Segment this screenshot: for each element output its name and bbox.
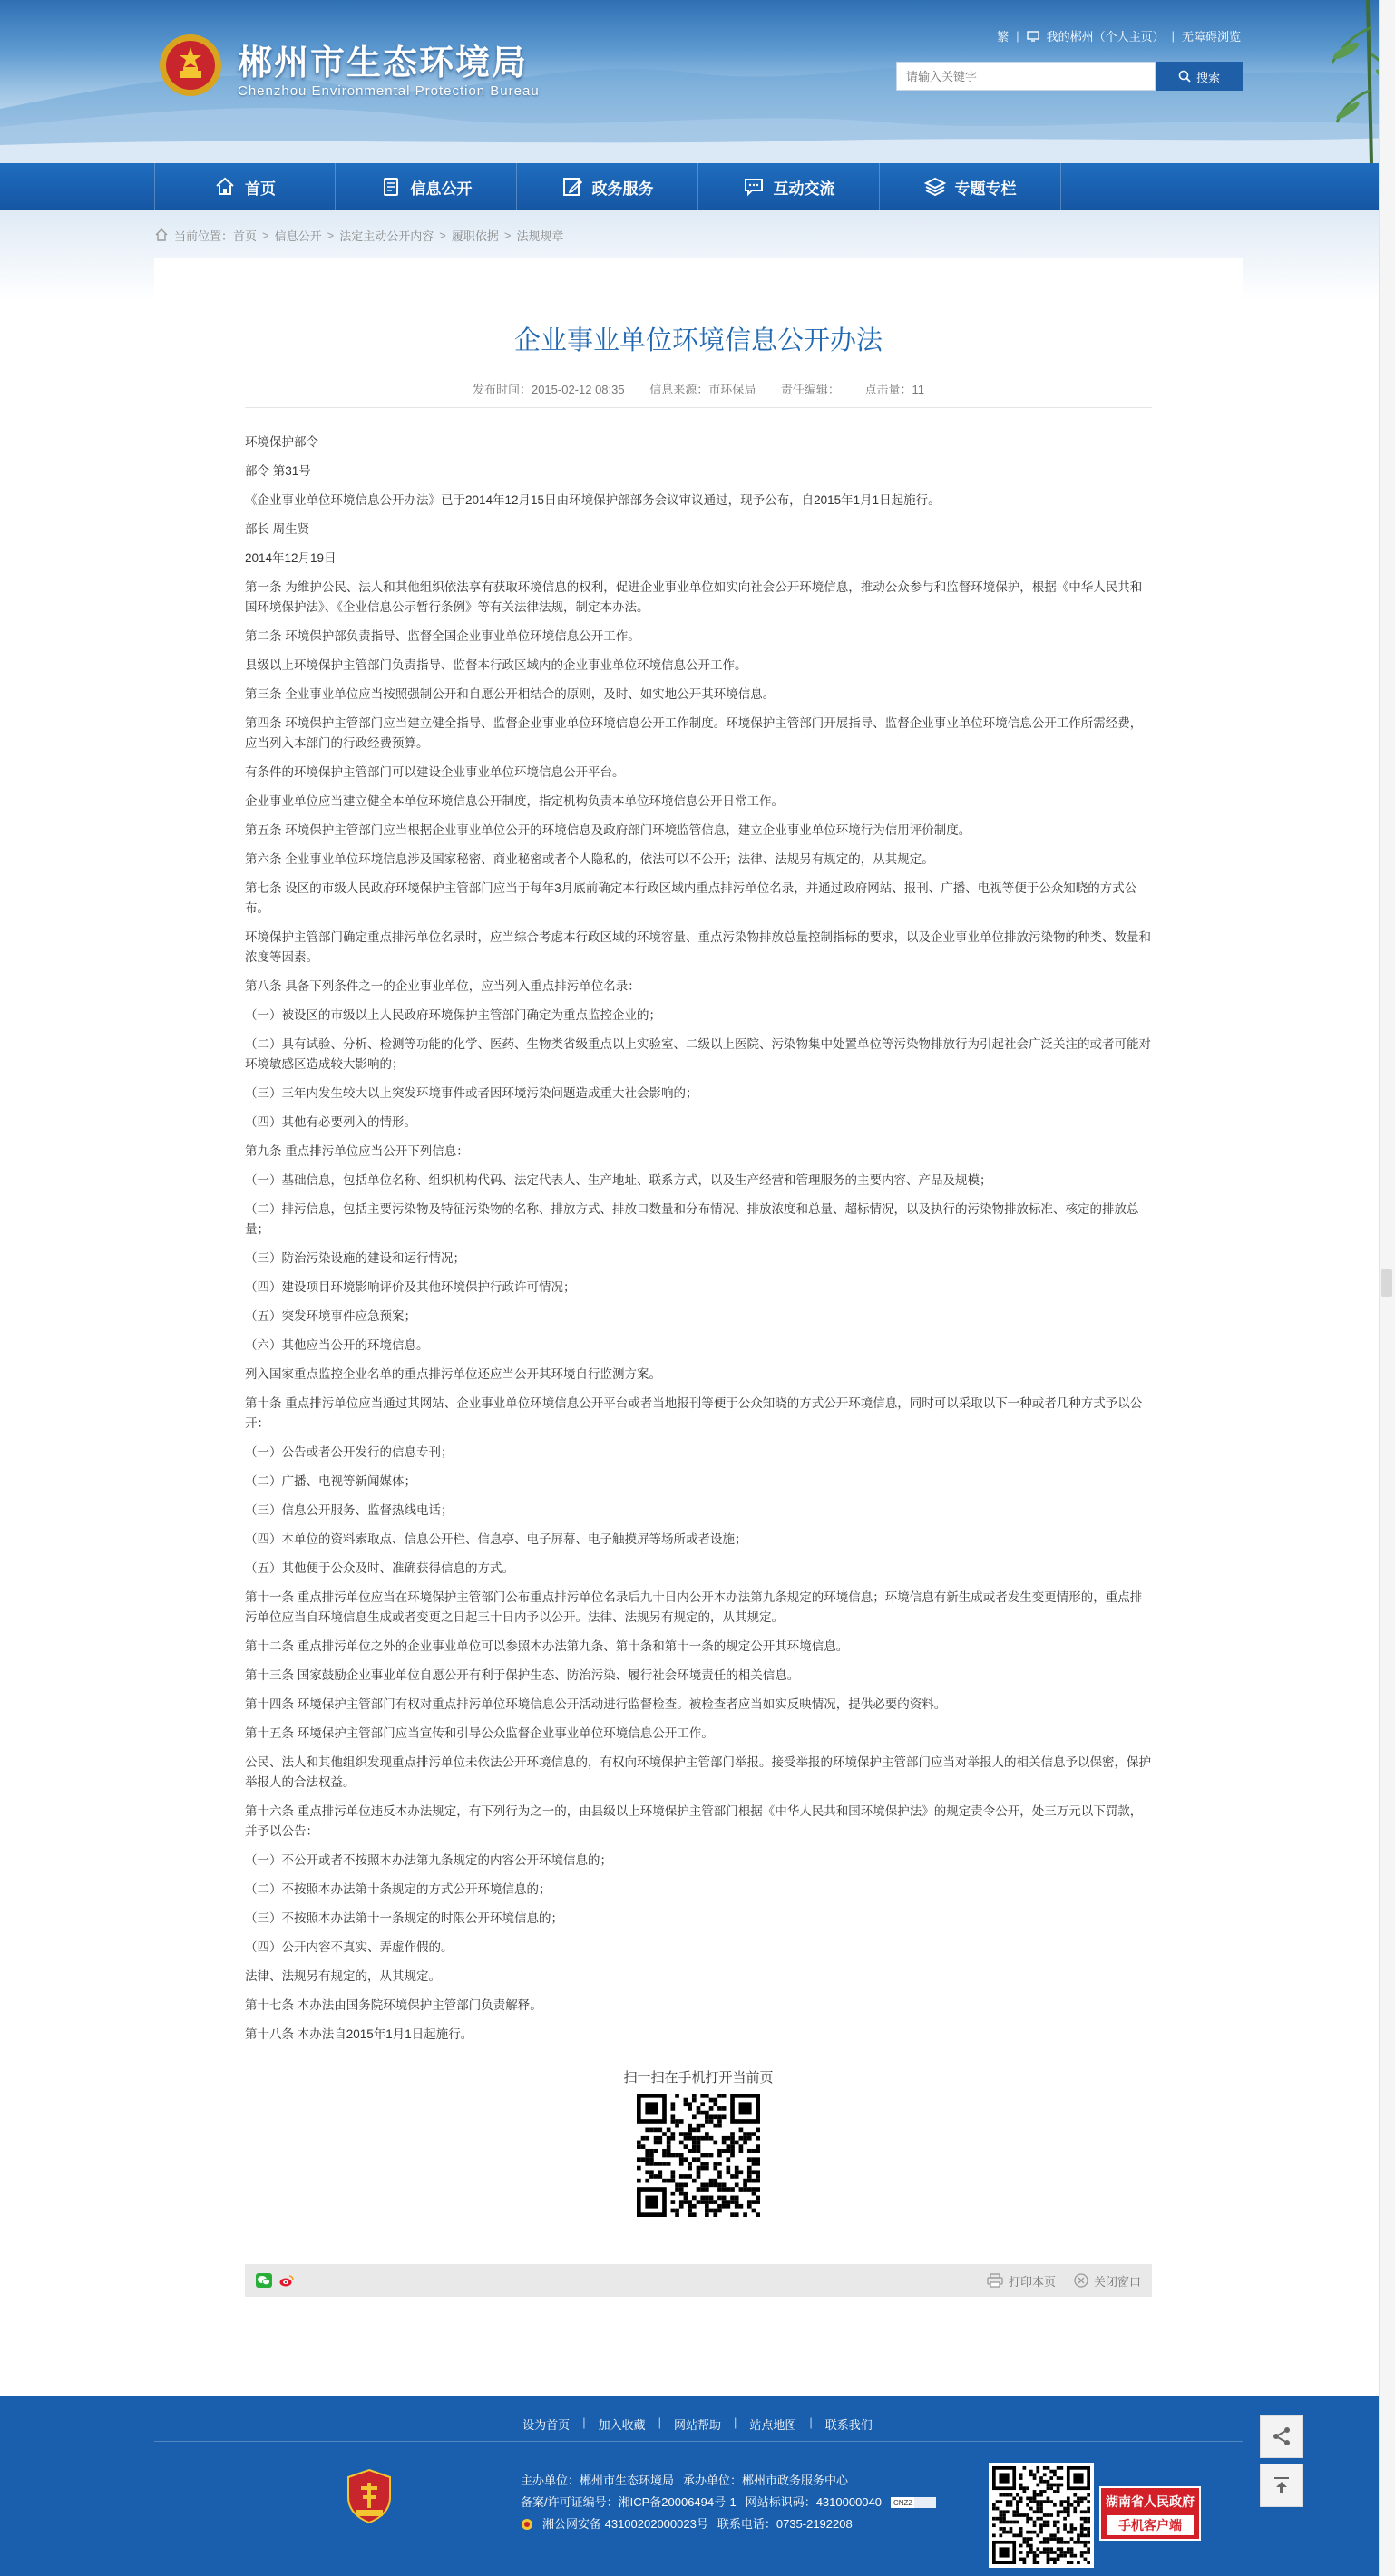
article-paragraph: （四）公开内容不真实、弄虚作假的。 [245, 1940, 454, 1954]
article-paragraph: 2014年12月19日 [245, 551, 337, 565]
printer-icon [987, 2273, 1003, 2288]
nav-item-home[interactable] [154, 163, 336, 210]
article-paragraph: 第八条 具备下列条件之一的企业事业单位，应当列入重点排污单位名录： [245, 979, 640, 993]
breadcrumb-link[interactable]: 法规规章 [516, 228, 564, 243]
article-paragraph: 列入国家重点监控企业名单的重点排污单位还应当公开其环境自行监测方案。 [245, 1367, 661, 1381]
article-paragraph: 《企业事业单位环境信息公开办法》已于2014年12月15日由环境保护部部务会议审议通过，现予公布，自2015年1月1日起施行。 [245, 493, 941, 507]
separator: | [1016, 29, 1019, 43]
article-paragraph: 第六条 企业事业单位环境信息涉及国家秘密、商业秘密或者个人隐私的，依法可以不公开；法律、法规另有规定的，从其规定。 [245, 852, 934, 866]
article-paragraph: （四）本单位的资料索取点、信息公开栏、信息亭、电子屏幕、电子触摸屏等场所或者设施； [245, 1532, 747, 1546]
separator: | [658, 2416, 661, 2429]
breadcrumb-link[interactable]: 信息公开 [274, 228, 322, 243]
badge-subtitle: 手机客户端 [1107, 2515, 1194, 2535]
hit-count: 点击量：11 [864, 383, 925, 396]
article-paragraph: 企业事业单位应当建立健全本单位环境信息公开制度，指定机构负责本单位环境信息公开日常工作。 [245, 794, 784, 808]
accessibility-link[interactable]: 无障碍浏览 [1181, 30, 1241, 44]
scrollbar-thumb[interactable] [1381, 1269, 1392, 1297]
article-paragraph: （四）其他有必要列入的情形。 [245, 1115, 416, 1129]
contact-phone: 联系电话：0735-2192208 [717, 2517, 853, 2531]
close-icon [1074, 2273, 1088, 2288]
article-paragraph: 第十五条 环境保护主管部门应当宣传和引导公众监督企业事业单位环境信息公开工作。 [245, 1726, 714, 1740]
search-input[interactable] [896, 62, 1156, 91]
traditional-chinese-link[interactable]: 繁 [997, 30, 1010, 44]
article-container [154, 258, 1243, 2317]
footer-links [0, 2416, 1395, 2433]
article-paragraph: 第五条 环境保护主管部门应当根据企业事业单位公开的环境信息及政府部门环境监管信息，建立企业事业单位环境行为信用评价制度。 [245, 823, 971, 837]
article-paragraph: 环境保护主管部门确定重点排污单位名录时，应当综合考虑本行政区域的环境容量、重点污染物排放总量控制指标的要求，以及企业事业单位排放污染物的种类、数量和浓度等因素。 [245, 930, 1151, 964]
article-paragraph: （四）建设项目环境影响评价及其他环境保护行政许可情况； [245, 1280, 576, 1294]
article-paragraph: 部令 第31号 [245, 464, 311, 478]
publish-time: 发布时间：2015-02-12 08:35 [472, 383, 625, 396]
article-paragraph: （二）具有试验、分析、检测等功能的化学、医药、生物类省级重点以上实验室、二级以上医院、污染物集中处置单位等污染物排放行为引起社会广泛关注的或者可能对环境敏感区造成较大影响的； [245, 1037, 1151, 1071]
nav-item-special-topics[interactable] [880, 163, 1061, 210]
article-paragraph: （一）基础信息，包括单位名称、组织机构代码、法定代表人、生产地址、联系方式，以及生产经营和管理服务的主要内容、产品及规模； [245, 1173, 992, 1187]
footer-link-add-favorite[interactable]: 加入收藏 [598, 2418, 646, 2432]
article-paragraph: （三）信息公开服务、监督热线电话； [245, 1503, 454, 1517]
info-source: 信息来源：市环保局 [649, 383, 756, 396]
chat-icon [743, 176, 765, 198]
nav-item-gov-services[interactable] [517, 163, 698, 210]
article-paragraph: 第十七条 本办法由国务院环境保护主管部门负责解释。 [245, 1998, 542, 2012]
article-paragraph: 第十六条 重点排污单位违反本办法规定，有下列行为之一的，由县级以上环境保护主管部门根据《中华人民共和国环境保护法》的规定责令公开，处三万元以下罚款，并予以公告： [245, 1804, 1143, 1838]
nav-item-label: 政务服务 [591, 180, 654, 198]
police-record[interactable]: 湘公网安备 43100202000023号 [542, 2517, 708, 2531]
breadcrumb [154, 223, 563, 247]
article-paragraph: （二）不按照本办法第十条规定的方式公开环境信息的； [245, 1882, 551, 1896]
footer-divider [154, 2441, 1243, 2442]
svg-text:CNZZ: CNZZ [893, 2499, 913, 2507]
home-icon [154, 228, 169, 242]
footer-info [521, 2470, 936, 2535]
share-icons [256, 2273, 294, 2288]
article-paragraph: 第十二条 重点排污单位之外的企业事业单位可以参照本办法第九条、第十条和第十一条的规定公开其环境信息。 [245, 1639, 849, 1653]
search-button[interactable] [1156, 62, 1243, 91]
breadcrumb-link[interactable]: 首页 [233, 228, 258, 243]
breadcrumb-link[interactable]: 法定主动公开内容 [339, 228, 434, 243]
article-paragraph: 部长 周生贤 [245, 522, 310, 536]
article-paragraph: 第三条 企业事业单位应当按照强制公开和自愿公开相结合的原则，及时、如实地公开其环境信息。 [245, 687, 776, 701]
breadcrumb-separator: > [439, 228, 446, 242]
article-paragraph: （六）其他应当公开的环境信息。 [245, 1338, 429, 1352]
breadcrumb-separator: > [503, 228, 512, 242]
site-code: 网站标识码：4310000040 [745, 2495, 882, 2509]
police-badge-icon [521, 2518, 533, 2531]
close-label: 关闭窗口 [1093, 2274, 1141, 2289]
qr-caption: 扫一扫在手机打开当前页 [623, 2070, 774, 2085]
nav-item-label: 首页 [245, 180, 276, 198]
article-paragraph: 第一条 为维护公民、法人和其他组织依法享有获取环境信息的权利，促进企业事业单位如实向社会公开环境信息，推动公众参与和监督环境保护，根据《中华人民共和国环境保护法》、《企业信息公示暂行条例》等有关法律法规，制定本办法。 [245, 580, 1143, 614]
article-paragraph: 第十四条 环境保护主管部门有权对重点排污单位环境信息公开活动进行监督检查。被检查者应当如实反映情况，提供必要的资料。 [245, 1697, 947, 1711]
article-paragraph: （一）被设区的市级以上人民政府环境保护主管部门确定为重点监控企业的； [245, 1008, 661, 1022]
nav-item-info-disclosure[interactable] [336, 163, 517, 210]
article-paragraph: 有条件的环境保护主管部门可以建设企业事业单位环境信息公开平台。 [245, 765, 625, 779]
separator: | [734, 2416, 737, 2429]
search-button-label: 搜索 [1195, 70, 1220, 84]
weibo-icon[interactable] [279, 2274, 294, 2287]
separator: | [809, 2416, 813, 2429]
back-to-top-button[interactable] [1260, 2464, 1303, 2507]
close-window-button[interactable] [1074, 2272, 1141, 2289]
search-icon [1178, 70, 1191, 83]
article-paragraph: （一）不公开或者不按照本办法第九条规定的内容公开环境信息的； [245, 1853, 612, 1867]
hunan-gov-app-badge[interactable] [1099, 2486, 1201, 2541]
breadcrumb-separator: > [327, 228, 335, 242]
breadcrumb-separator: > [262, 228, 269, 242]
badge-title: 湖南省人民政府 [1106, 2494, 1195, 2509]
article-paragraph: （五）其他便于公众及时、准确获得信息的方式。 [245, 1561, 514, 1575]
article-paragraph: 第九条 重点排污单位应当公开下列信息： [245, 1144, 469, 1158]
nav-item-interaction[interactable] [698, 163, 880, 210]
share-button[interactable] [1260, 2415, 1303, 2458]
footer-qr-code-icon [989, 2463, 1094, 2568]
tool-actions [987, 2272, 1141, 2289]
article-paragraph: 第七条 设区的市级人民政府环境保护主管部门应当于每年3月底前确定本行政区域内重点排污单位名录，并通过政府网站、报刊、广播、电视等便于公众知晓的方式公布。 [245, 881, 1137, 915]
footer-link-contact[interactable]: 联系我们 [824, 2418, 873, 2432]
print-label: 打印本页 [1008, 2274, 1056, 2289]
divider [245, 407, 1152, 408]
article-paragraph: 第二条 环境保护部负责指导、监督全国企业事业单位环境信息公开工作。 [245, 629, 640, 643]
article-paragraph: （三）防治污染设施的建设和运行情况； [245, 1251, 465, 1265]
article-paragraph: 环境保护部令 [245, 435, 318, 449]
footer-link-set-homepage[interactable]: 设为首页 [522, 2418, 571, 2432]
top-links [997, 27, 1241, 44]
share-icon [1271, 2425, 1293, 2447]
article-paragraph: （五）突发环境事件应急预案； [245, 1309, 416, 1323]
site-title: 郴州市生态环境局 [238, 44, 529, 83]
cnzz-icon[interactable] [891, 2497, 936, 2508]
article-body [245, 433, 1152, 2054]
party-gov-badge-icon[interactable] [345, 2468, 394, 2524]
icp-number[interactable]: 备案/许可证编号：湘ICP备20006494号-1 [521, 2495, 737, 2509]
article-paragraph: 第四条 环境保护主管部门应当建立健全指导、监督企业事业单位环境信息公开工作制度。环境保护主管部门开展指导、监督企业事业单位环境信息公开工作所需经费，应当列入本部门的行政经费预算。 [245, 716, 1143, 750]
site-subtitle: Chenzhou Environmental Protection Bureau [238, 83, 540, 99]
article-title: 企业事业单位环境信息公开办法 [513, 326, 883, 355]
article-paragraph: 法律、法规另有规定的，从其规定。 [245, 1969, 441, 1983]
article-paragraph: （一）公告或者公开发行的信息专刊； [245, 1445, 454, 1459]
separator: | [582, 2416, 586, 2429]
article-paragraph: 第十三条 国家鼓励企业事业单位自愿公开有利于保护生态、防治污染、履行社会环境责任的相关信息。 [245, 1668, 800, 1682]
breadcrumb-link[interactable]: 履职依据 [451, 228, 499, 243]
article-paragraph: 公民、法人和其他组织发现重点排污单位未依法公开环境信息的，有权向环境保护主管部门举报。接受举报的环境保护主管部门应当对举报人的相关信息予以保密，保护举报人的合法权益。 [245, 1755, 1151, 1789]
document-icon [380, 176, 402, 198]
home-icon [214, 176, 236, 198]
article-paragraph: 县级以上环境保护主管部门负责指导、监督本行政区域内的企业事业单位环境信息公开工作。 [245, 658, 747, 672]
print-button[interactable] [987, 2272, 1056, 2289]
monitor-icon [1027, 31, 1039, 42]
footer-link-sitemap[interactable]: 站点地图 [749, 2418, 797, 2432]
edit-icon [561, 176, 583, 198]
article-paragraph: （二）广播、电视等新闻媒体； [245, 1474, 416, 1488]
article-meta [154, 380, 1243, 397]
article-paragraph: 第十八条 本办法自2015年1月1日起施行。 [245, 2027, 473, 2041]
floating-side-tools [1260, 2415, 1303, 2513]
layers-icon [924, 176, 946, 198]
editor: 责任编辑： [780, 383, 840, 396]
my-chenzhou-link[interactable]: 我的郴州（个人主页） [1046, 30, 1165, 44]
article-paragraph: （三）不按照本办法第十一条规定的时限公开环境信息的； [245, 1911, 563, 1925]
arrow-up-icon [1271, 2474, 1293, 2496]
wechat-icon[interactable] [256, 2273, 272, 2288]
breadcrumb-prefix: 当前位置： [174, 228, 234, 243]
article-paragraph: 第十一条 重点排污单位应当在环境保护主管部门公布重点排污单位名录后九十日内公开本办法第九条规定的环境信息；环境信息有新生成或者发生变更情形的，重点排污单位应当自环境信息生成或者变更之日起三十日内予以公开。法律、法规另有规定的，从其规定。 [245, 1590, 1143, 1624]
site-footer [0, 2396, 1395, 2576]
organizer: 承办单位：郴州市政务服务中心 [683, 2474, 849, 2487]
qr-code-icon [637, 2094, 760, 2217]
sponsor: 主办单位：郴州市生态环境局 [521, 2474, 675, 2487]
nav-item-label: 信息公开 [410, 180, 473, 198]
footer-link-help[interactable]: 网站帮助 [673, 2418, 721, 2432]
nav-item-label: 互动交流 [773, 180, 835, 198]
separator: | [1171, 29, 1175, 43]
article-paragraph: （三）三年内发生较大以上突发环境事件或者因环境污染问题造成重大社会影响的； [245, 1086, 698, 1100]
article-toolbar [245, 2264, 1152, 2297]
site-header [0, 0, 1395, 163]
article-paragraph: 第十条 重点排污单位应当通过其网站、企业事业单位环境信息公开平台或者当地报刊等便于公众知晓的方式公开环境信息，同时可以采取以下一种或者几种方式予以公开： [245, 1396, 1143, 1430]
main-nav [0, 163, 1395, 210]
nav-item-label: 专题专栏 [954, 180, 1017, 198]
national-emblem-icon [158, 31, 223, 100]
article-paragraph: （二）排污信息，包括主要污染物及特征污染物的名称、排放方式、排放口数量和分布情况、排放浓度和总量、超标情况，以及执行的污染物排放标准、核定的排放总量； [245, 1202, 1139, 1236]
